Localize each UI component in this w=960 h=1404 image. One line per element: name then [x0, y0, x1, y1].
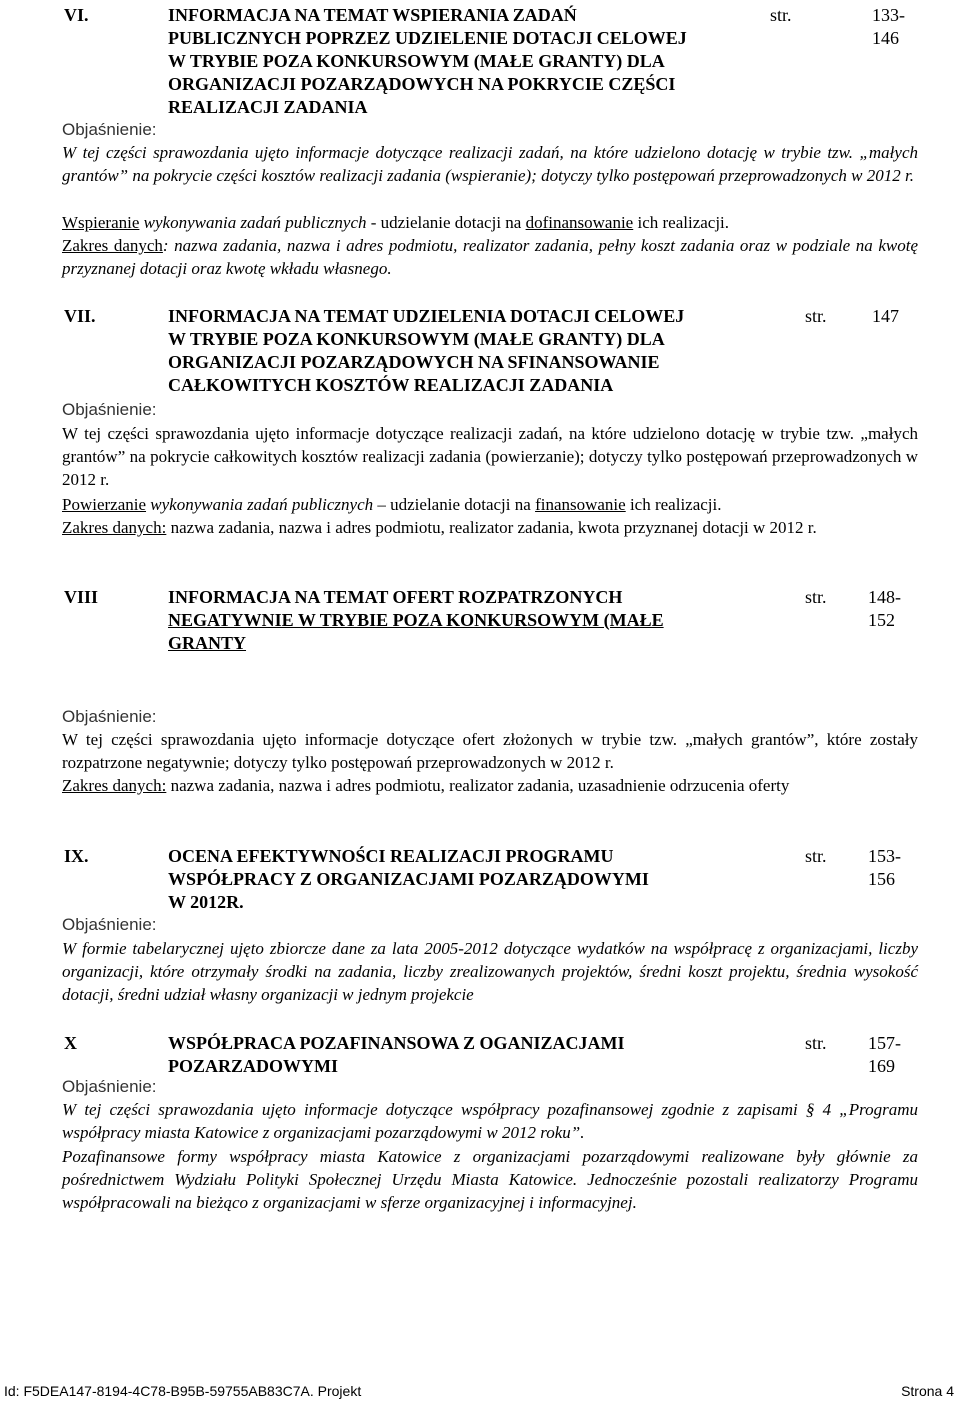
page-ref-label: str. — [805, 306, 827, 326]
section-number: X — [64, 1033, 77, 1053]
explanation-label: Objaśnienie: — [62, 707, 157, 726]
paragraph: W tej części sprawozdania ujęto informacje dotyczące realizacji zadań, na które udzielono dotację w trybie tzw. „małych grantów” na pokrycie całkowitych kosztów realizacji zadania (powierzanie); dotyczy tylko postępowań przeprowadzonych w 2012 r. — [62, 424, 918, 489]
paragraph: W tej części sprawozdania ujęto informacje dotyczące współpracy pozafinansowej zgodnie z zapisami § 4 „Programu współpracy miasta Katowice z organizacjami pozarządowymi w 2012 roku”. — [62, 1100, 918, 1142]
paragraph: W tej części sprawozdania ujęto informacje dotyczące realizacji zadań, na które udzielono dotację w trybie tzw. „małych grantów” na pokrycie części kosztów realizacji zadania (wspieranie); dotyczy tylko postępowań przeprowadzonych w 2012 r. — [62, 143, 918, 185]
section-number: VI. — [64, 5, 89, 25]
explanation-label: Objaśnienie: — [62, 400, 157, 419]
document-id: Id: F5DEA147-8194-4C78-B95B-59755AB83C7A. Projekt — [4, 1383, 362, 1399]
explanation-label: Objaśnienie: — [62, 120, 157, 139]
paragraph: Zakres danych: nazwa zadania, nazwa i adres podmiotu, realizator zadania, pełny koszt zadania oraz w podziale na kwotę przyznanej dotacji oraz kwotę wkładu własnego. — [62, 236, 919, 278]
section-title: INFORMACJA NA TEMAT UDZIELENIA DOTACJI CELOWEJ W TRYBIE POZA KONKURSOWYM (MAŁE GRANTY) DLA ORGANIZACJI POZARZĄDOWYCH NA SFINANSOWANIE CAŁKOWITYCH KOSZTÓW REALIZACJI ZADANIA — [168, 306, 685, 395]
paragraph: W tej części sprawozdania ujęto informacje dotyczące ofert złożonych w trybie tzw. „małych grantów”, które zostały rozpatrzone negatywnie; dotyczy tylko postępowań przeprowadzonych w 2012 r. — [62, 730, 918, 772]
section-title: INFORMACJA NA TEMAT OFERT ROZPATRZONYCH NEGATYWNIE W TRYBIE POZA KONKURSOWYM (MAŁE GRANTY — [168, 587, 664, 653]
section-number: VII. — [64, 306, 96, 326]
section-title: OCENA EFEKTYWNOŚCI REALIZACJI PROGRAMU WSPÓŁPRACY Z ORGANIZACJAMI POZARZĄDOWYMI W 2012R. — [168, 846, 649, 912]
page-range: 147 — [872, 306, 899, 326]
page-ref-label: str. — [805, 1033, 827, 1053]
section-title: INFORMACJA NA TEMAT WSPIERANIA ZADAŃ PUBLICZNYCH POPRZEZ UDZIELENIE DOTACJI CELOWEJ W TRYBIE POZA KONKURSOWYM (MAŁE GRANTY) DLA ORGANIZACJI POZARZĄDOWYCH NA POKRYCIE CZĘŚCI REALIZACJI ZADANIA — [168, 5, 687, 117]
section-title: WSPÓŁPRACA POZAFINANSOWA Z OGANIZACJAMI POZARZADOWYMI — [168, 1033, 625, 1076]
page-ref-label: str. — [805, 846, 827, 866]
page-range: 133- 146 — [872, 5, 905, 48]
page-ref-label: str. — [770, 5, 792, 25]
explanation-label: Objaśnienie: — [62, 915, 157, 934]
paragraph: Zakres danych: nazwa zadania, nazwa i adres podmiotu, realizator zadania, uzasadnienie odrzucenia oferty — [62, 776, 790, 795]
paragraph: Powierzanie wykonywania zadań publicznych – udzielanie dotacji na finansowanie ich realizacji. — [62, 495, 722, 514]
explanation-label: Objaśnienie: — [62, 1077, 157, 1096]
page-range: 157- 169 — [868, 1033, 901, 1076]
paragraph: Wspieranie wykonywania zadań publicznych - udzielanie dotacji na dofinansowanie ich realizacji. — [62, 213, 730, 232]
page-range: 148- 152 — [868, 587, 901, 630]
paragraph: Zakres danych: nazwa zadania, nazwa i adres podmiotu, realizator zadania, kwota przyznanej dotacji w 2012 r. — [62, 518, 817, 537]
page-ref-label: str. — [805, 587, 827, 607]
section-number: IX. — [64, 846, 89, 866]
paragraph: W formie tabelarycznej ujęto zbiorcze dane za lata 2005-2012 dotyczące wydatków na współpracę z organizacjami, liczby organizacji, które otrzymały środki na zadania, liczby zrealizowanych projektów, średni koszt projektu, średnia wysokość dotacji, średni udział własny organizacji w jednym projekcie — [62, 939, 918, 1004]
page-range: 153- 156 — [868, 846, 901, 889]
paragraph: Pozafinansowe formy współpracy miasta Katowice z organizacjami pozarządowymi realizowane były głównie za pośrednictwem Wydziału Polityki Społecznej Urzędu Miasta Katowice. Jednocześnie pozostali realizatorzy Programu współpracowali na bieżąco z organizacjami w sferze organizacyjnej i informacyjnej. — [62, 1147, 918, 1212]
section-number: VIII — [64, 587, 99, 607]
page-number: Strona 4 — [901, 1383, 954, 1399]
